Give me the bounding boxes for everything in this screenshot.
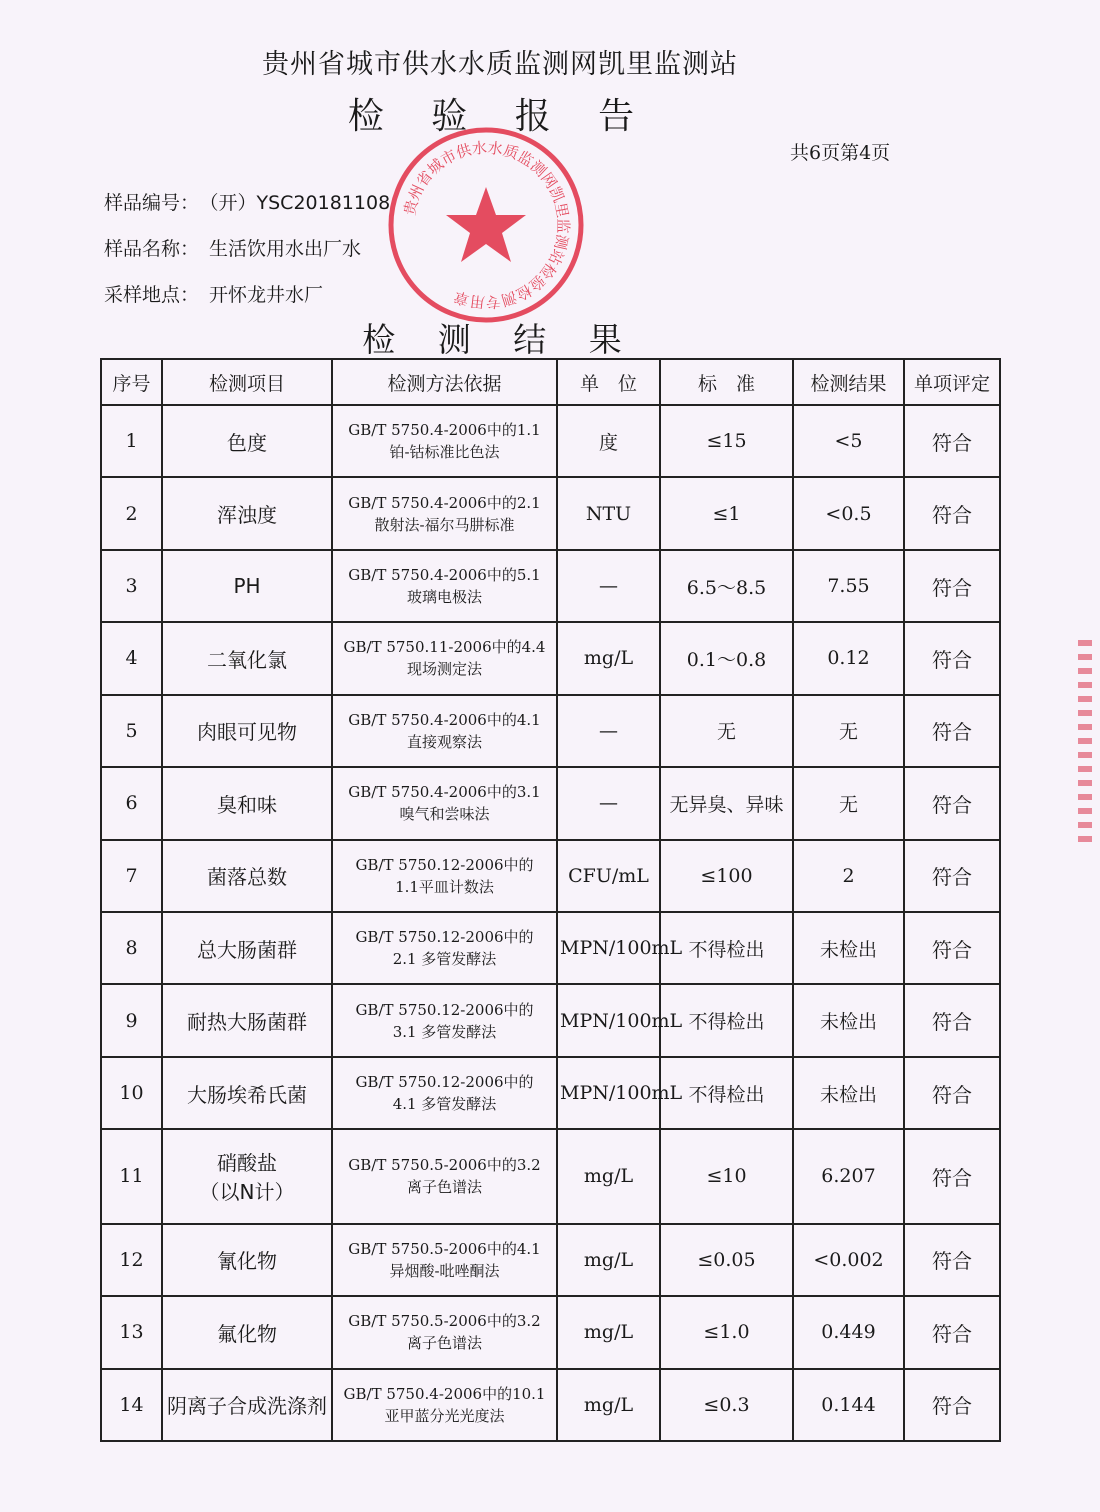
cell-no: 8 [101,912,162,984]
cell-result: <0.5 [793,477,904,549]
cell-unit: mg/L [557,1129,660,1223]
item-name: 总大肠菌群 [197,937,297,962]
cell-result: 0.144 [793,1369,904,1441]
cell-item [162,840,332,912]
cell-standard: ≤10 [660,1129,793,1223]
table-row [101,622,1000,694]
table-row [101,767,1000,839]
cell-no: 1 [101,405,162,477]
header-standard: 标 准 [660,359,793,405]
cell-evaluation: 符合 [904,912,1000,984]
cell-method [332,1296,557,1368]
cell-result: 7.55 [793,550,904,622]
location-line [104,280,323,307]
cell-item [162,912,332,984]
cell-unit: CFU/mL [557,840,660,912]
cell-no: 2 [101,477,162,549]
cell-item [162,405,332,477]
cell-method [332,767,557,839]
cell-item [162,477,332,549]
method-line-1: GB/T 5750.12-2006中的 [355,1000,534,1019]
cell-unit: — [557,695,660,767]
cell-standard: 不得检出 [660,912,793,984]
cell-unit: mg/L [557,1369,660,1441]
sample-no-value: （开）YSC20181108 [209,192,391,214]
official-seal-icon [386,125,586,325]
cell-no: 14 [101,1369,162,1441]
cell-item [162,695,332,767]
item-name: 氰化物 [217,1249,277,1274]
method-line-2: 直接观察法 [406,732,482,751]
cell-result: 未检出 [793,984,904,1056]
item-name: 阴离子合成洗涤剂 [167,1394,327,1419]
cell-item [162,767,332,839]
cell-standard: 不得检出 [660,984,793,1056]
table-row [101,477,1000,549]
cell-result: 无 [793,695,904,767]
cell-unit: — [557,550,660,622]
method-line-1: GB/T 5750.4-2006中的5.1 [348,566,541,585]
item-name: PH [233,574,261,599]
method-line-1: GB/T 5750.4-2006中的10.1 [343,1384,546,1403]
sample-no-line [104,188,390,215]
cell-item [162,550,332,622]
org-title: 贵州省城市供水水质监测网凯里监测站 [262,49,738,80]
table-row [101,840,1000,912]
cell-unit: MPN/100mL [557,984,660,1056]
cell-standard: ≤100 [660,840,793,912]
table-header-row [101,359,1000,405]
cell-item [162,622,332,694]
method-line-2: 离子色谱法 [406,1334,482,1353]
cell-evaluation: 符合 [904,550,1000,622]
cell-no: 7 [101,840,162,912]
cell-standard: ≤0.05 [660,1224,793,1296]
cell-result: 6.207 [793,1129,904,1223]
cell-item [162,1224,332,1296]
cell-item [162,1296,332,1368]
method-line-2: 现场测定法 [406,660,482,679]
method-line-2: 异烟酸-吡唑酮法 [389,1261,500,1280]
cell-standard: ≤15 [660,405,793,477]
cell-standard: 6.5～8.5 [660,550,793,622]
method-line-2: 4.1 多管发酵法 [392,1095,497,1113]
cell-result: <0.002 [793,1224,904,1296]
cell-no: 6 [101,767,162,839]
header-unit: 单 位 [557,359,660,405]
cell-standard: 无异臭、异味 [660,767,793,839]
cell-evaluation: 符合 [904,840,1000,912]
report-title: 检 验 报 告 [347,96,653,137]
method-line-2: 铂-钴标准比色法 [389,443,500,462]
table-row [101,550,1000,622]
item-name: 菌落总数 [207,865,287,890]
header-method: 检测方法依据 [332,359,557,405]
item-name: 浑浊度 [217,503,277,528]
cell-no: 11 [101,1129,162,1223]
cell-standard: ≤0.3 [660,1369,793,1441]
method-line-2: 1.1平皿计数法 [395,877,494,896]
method-line-1: GB/T 5750.12-2006中的 [355,928,534,947]
cell-item [162,984,332,1056]
cell-evaluation: 符合 [904,405,1000,477]
cell-standard: 0.1～0.8 [660,622,793,694]
header-item: 检测项目 [162,359,332,405]
page-info: 共6页第4页 [790,142,891,164]
item-name: 大肠埃希氏菌 [187,1082,307,1107]
cell-evaluation: 符合 [904,984,1000,1056]
cell-method [332,405,557,477]
cell-result: 无 [793,767,904,839]
cell-method [332,912,557,984]
cell-evaluation: 符合 [904,1129,1000,1223]
header-no: 序号 [101,359,162,405]
table-row [101,695,1000,767]
method-line-1: GB/T 5750.5-2006中的3.2 [348,1312,541,1331]
header-result: 检测结果 [793,359,904,405]
cell-item [162,1369,332,1441]
sample-no-label: 样品编号： [104,192,200,214]
svg-text:贵州省城市供水水质监测网凯里监测站检验检测专用章 [401,139,573,312]
item-name: 肉眼可见物 [197,720,297,745]
cell-standard: ≤1 [660,477,793,549]
table-row [101,1224,1000,1296]
cell-no: 10 [101,1057,162,1129]
cell-unit: mg/L [557,1224,660,1296]
method-line-1: GB/T 5750.4-2006中的4.1 [348,710,541,729]
cell-no: 4 [101,622,162,694]
table-row [101,1296,1000,1368]
sample-name-value: 生活饮用水出厂水 [209,238,362,260]
location-label: 采样地点： [104,284,200,306]
cell-no: 12 [101,1224,162,1296]
cell-standard: 无 [660,695,793,767]
method-line-2: 离子色谱法 [406,1178,482,1197]
item-name: 硝酸盐 [217,1151,277,1176]
cell-result: 0.12 [793,622,904,694]
cell-evaluation: 符合 [904,695,1000,767]
method-line-1: GB/T 5750.11-2006中的4.4 [343,638,546,657]
method-line-2: 散射法-福尔马肼标准 [374,515,515,534]
cell-evaluation: 符合 [904,622,1000,694]
cell-unit: mg/L [557,1296,660,1368]
item-name: 臭和味 [217,792,277,817]
method-line-1: GB/T 5750.5-2006中的3.2 [348,1156,541,1175]
cell-unit: — [557,767,660,839]
header-evaluation: 单项评定 [904,359,1000,405]
cell-evaluation: 符合 [904,1057,1000,1129]
cell-item [162,1129,332,1223]
table-row [101,1369,1000,1441]
cell-method [332,1224,557,1296]
cell-method [332,840,557,912]
edge-stamp-mark [1078,640,1092,850]
cell-unit: MPN/100mL [557,912,660,984]
table-row [101,1057,1000,1129]
cell-unit: mg/L [557,622,660,694]
table-row [101,405,1000,477]
method-line-1: GB/T 5750.4-2006中的2.1 [348,493,541,512]
cell-method [332,984,557,1056]
location-value: 开怀龙井水厂 [209,284,324,306]
table-row [101,984,1000,1056]
cell-unit: NTU [557,477,660,549]
method-line-2: 2.1 多管发酵法 [392,950,497,969]
cell-evaluation: 符合 [904,477,1000,549]
cell-no: 5 [101,695,162,767]
cell-item [162,1057,332,1129]
cell-evaluation: 符合 [904,1224,1000,1296]
cell-method [332,695,557,767]
item-name: 耐热大肠菌群 [187,1010,307,1035]
cell-evaluation: 符合 [904,1369,1000,1441]
seal-text: 贵州省城市供水水质监测网凯里监测站检验检测专用章 [400,138,573,312]
cell-method [332,1129,557,1223]
cell-method [332,1057,557,1129]
cell-method [332,622,557,694]
cell-result: 未检出 [793,1057,904,1129]
cell-result: <5 [793,405,904,477]
item-name: 二氧化氯 [207,647,287,672]
cell-no: 13 [101,1296,162,1368]
cell-result: 0.449 [793,1296,904,1368]
item-name: 色度 [227,430,267,455]
method-line-1: GB/T 5750.4-2006中的3.1 [348,783,541,802]
cell-standard: ≤1.0 [660,1296,793,1368]
cell-no: 3 [101,550,162,622]
cell-result: 未检出 [793,912,904,984]
method-line-1: GB/T 5750.5-2006中的4.1 [348,1239,541,1258]
section-title: 检 测 结 果 [362,320,638,359]
cell-method [332,477,557,549]
method-line-2: 玻璃电极法 [406,588,482,607]
item-name: 氟化物 [217,1321,277,1346]
cell-result: 2 [793,840,904,912]
cell-evaluation: 符合 [904,767,1000,839]
results-table [100,358,1001,1442]
cell-unit: MPN/100mL [557,1057,660,1129]
cell-method [332,550,557,622]
method-line-2: 嗅气和尝味法 [399,805,490,824]
method-line-1: GB/T 5750.12-2006中的 [355,855,534,874]
method-line-2: 亚甲蓝分光光度法 [384,1406,505,1425]
cell-method [332,1369,557,1441]
sample-name-line [104,234,361,261]
method-line-1: GB/T 5750.12-2006中的 [355,1073,534,1091]
table-row [101,912,1000,984]
method-line-2: 3.1 多管发酵法 [392,1022,497,1041]
cell-unit: 度 [557,405,660,477]
cell-no: 9 [101,984,162,1056]
cell-evaluation: 符合 [904,1296,1000,1368]
method-line-1: GB/T 5750.4-2006中的1.1 [348,421,541,440]
table-row [101,1129,1000,1223]
item-note: （以N计） [199,1180,295,1205]
cell-standard: 不得检出 [660,1057,793,1129]
sample-name-label: 样品名称： [104,238,200,260]
